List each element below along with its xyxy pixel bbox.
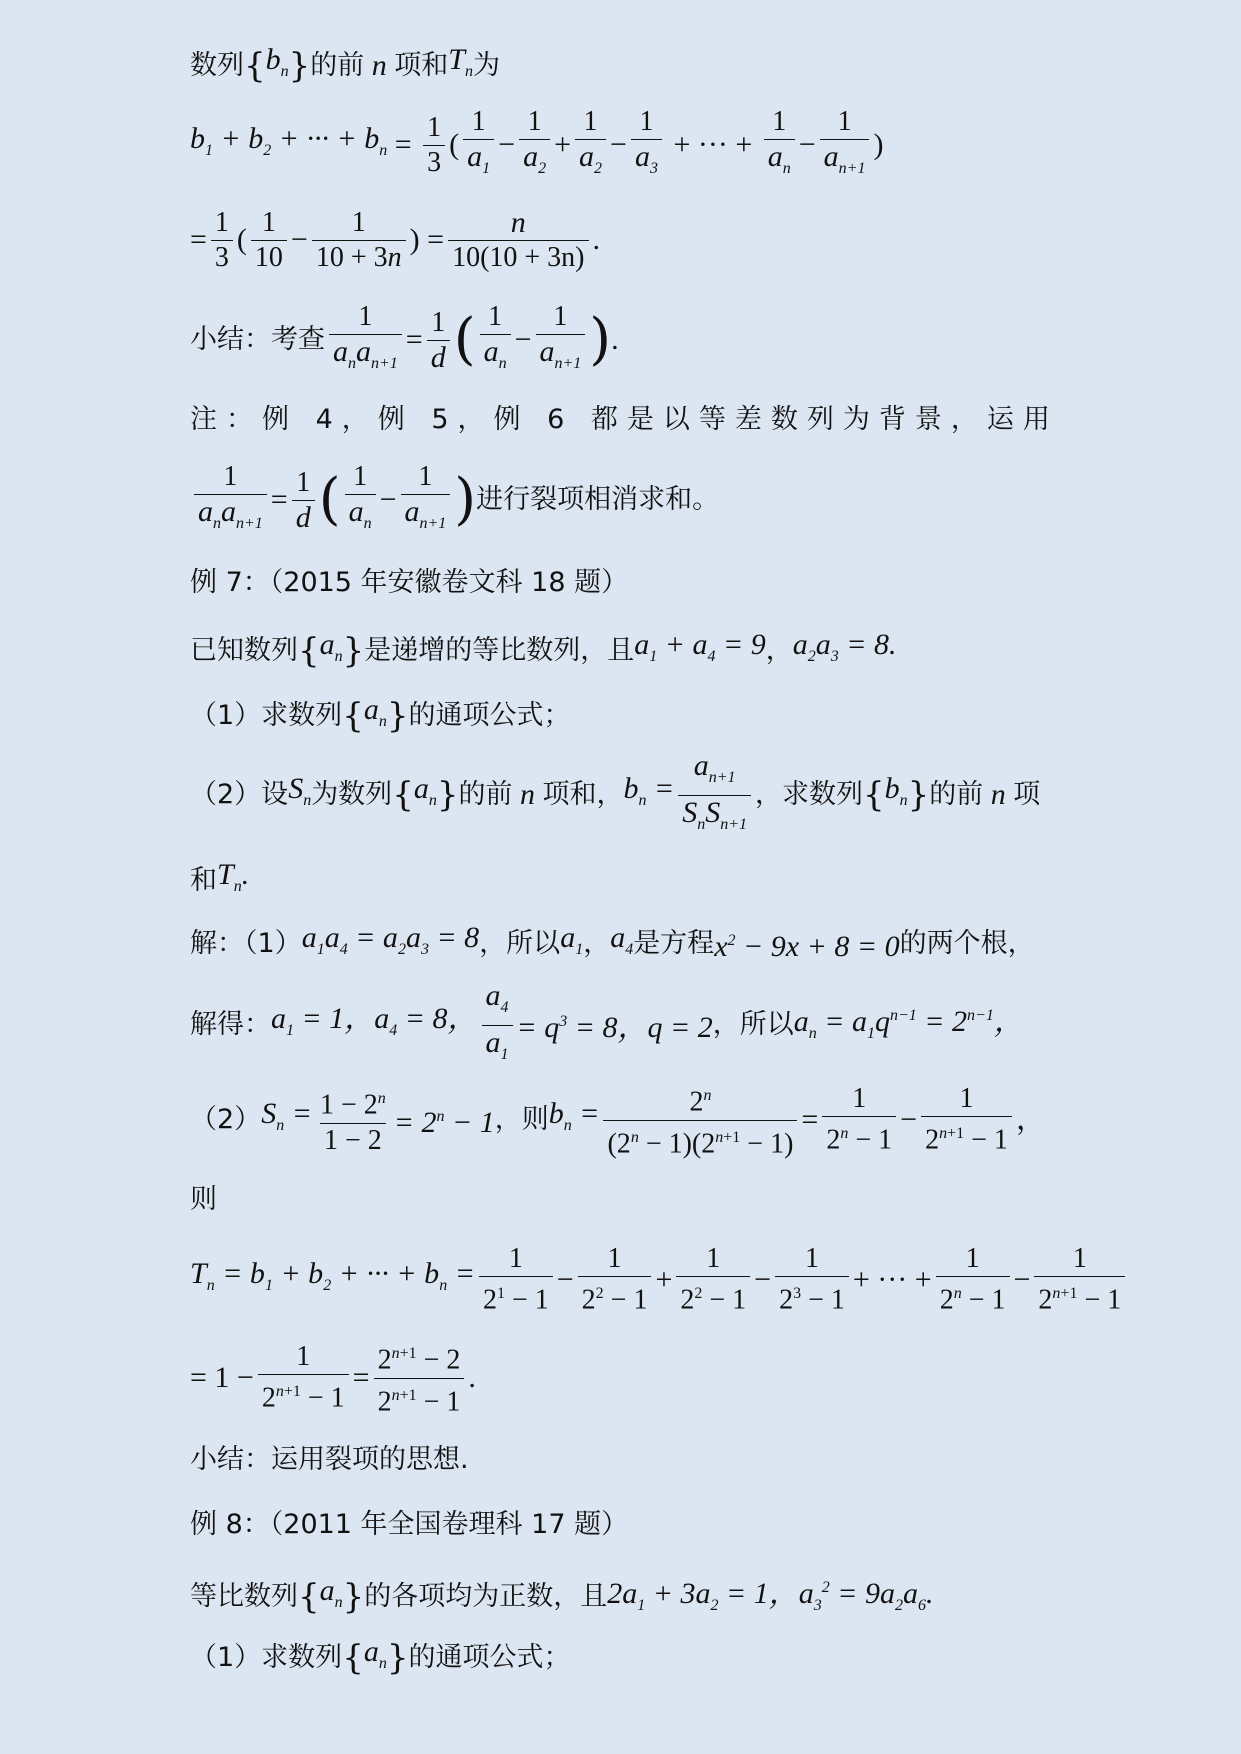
line-4-summary: 小结：考查 $\frac{1}{a_na_{n+1}}$ = $\frac{1}{d}$ ( $\frac{1}{a_n}$ − $\frac{1}{a_{n+1}}$ ) .	[190, 295, 1081, 385]
line-5-note: 注：例 4，例 5，例 6 都是以等差数列为背景，运用	[190, 404, 1059, 435]
line-6-formula: $\frac{1}{a_na_{n+1}}$ = $\frac{1}{d}$ ( $\frac{1}{a_n}$ − $\frac{1}{a_{n+1}}$ ) 进行裂项相消求和。	[190, 455, 1081, 545]
line-12-solution: 解：（1） $a_1a_4 = a_2a_3 = 8$ ，所以 $a_1$ ， $a_4$ 是方程 $x^2 - 9x + 8 = 0$ 的两个根，	[190, 921, 1035, 963]
line-11: 和 $T_n$.	[190, 858, 250, 896]
line-1: 数列 { $b_n$ } 的前 n 项和 $T_n$ 为	[190, 43, 500, 86]
line-18-summary: 小结：运用裂项的思想.	[190, 1444, 469, 1475]
line-17-tn-result: = 1 − $\frac{1}{2^{n+1} - 1}$ = $\frac{2^{n+1} - 2}{2^{n+1} - 1}$ .	[190, 1341, 476, 1417]
line-8: 已知数列 { $a_n$ } 是递增的等比数列，且 $a_1 + a_4 = 9$ ， $a_2a_3 = 8$.	[190, 628, 897, 671]
line-3-result: = $\frac{1}{3}$ ( $\frac{1}{10}$ − $\frac{1}{10 + 3n}$ ) = $\frac{n}{10(10 + 3n)}$ .	[190, 205, 601, 273]
line-15: 则	[190, 1184, 217, 1215]
line-21-part1: （1）求数列 { $a_n$ } 的通项公式；	[190, 1635, 571, 1678]
line-2-sum-expansion: $b_1 + b_2$ + ··· + $b_n$ = $\frac{1}{3}$ ( $\frac{1}{a_1}$ − $\frac{1}{a_2}$ + $\frac{1}{a_2}$ − $\frac{1}{a_3}$ + ··· + $\frac{1}{a_n}$ − $\frac{1}{a_{n+1}}$ )	[190, 105, 1081, 185]
line-9-part1: （1）求数列 { $a_n$ } 的通项公式；	[190, 693, 571, 736]
line-20: 等比数列 { $a_n$ } 的各项均为正数，且 $2a_1 + 3a_2 = 1$，$a_3^2 = 9a_2a_6$.	[190, 1574, 934, 1617]
line-16-tn-sum: $T_n = b_1 + b_2$ + ··· + $b_n$ = $\frac{1}{2^1 - 1}$ − $\frac{1}{2^2 - 1}$ + $\frac{1}{2^2 - 1}$ − $\frac{1}{2^3 - 1}$ + ··· + $\frac{1}{2^n - 1}$ − $\frac{1}{2^{n+1} - 1}$	[190, 1240, 1181, 1320]
line-10-part2: （2）设 $S_n$ 为数列 { $a_n$ } 的前 n 项和， $b_n$ = $\frac{a_{n+1}}{S_nS_{n+1}}$ ，求数列 { $b_n$ } 的前 n 项	[190, 755, 1081, 835]
example-8-heading: 例 8：（2011 年全国卷理科 17 题）	[190, 1509, 629, 1540]
line-14: （2） $S_n$ = $\frac{1 - 2^n}{1 - 2}$ = $2^n - 1$ ，则 $b_n$ = $\frac{2^n}{(2^n - 1)(2^{n+1} - 1)}$ = $\frac{1}{2^n - 1}$ − $\frac{1}{2^{n+1} - 1}$ ，	[190, 1083, 1046, 1159]
example-7-heading: 例 7：（2015 年安徽卷文科 18 题）	[190, 567, 629, 598]
line-13: 解得： $a_1 = 1$，$a_4 = 8$， $\frac{a_4}{a_1}$ = $q^3 = 8$，q = 2 ，所以 $a_n = a_1q^{n-1} = 2^{n-1}$，	[190, 985, 1081, 1065]
